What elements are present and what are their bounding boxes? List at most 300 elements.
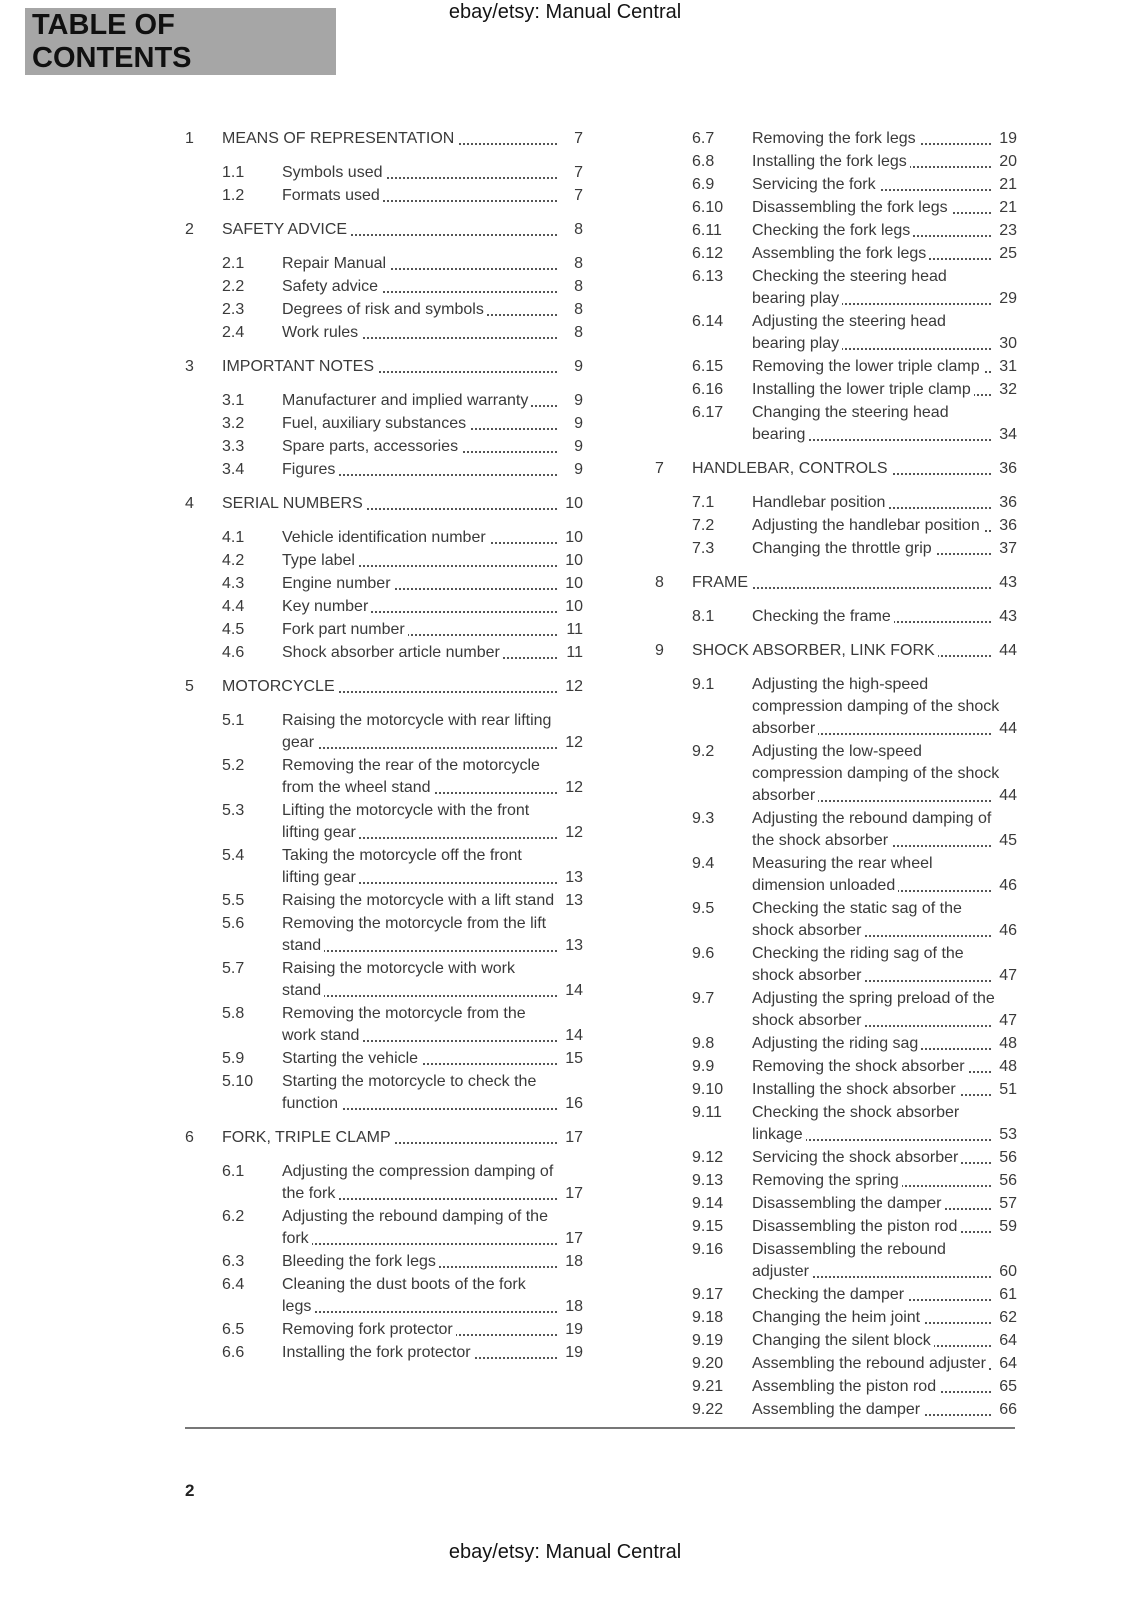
toc-entry-body [752, 808, 1017, 852]
toc-entry-body [752, 492, 1017, 514]
toc-entry-title: Adjusting the compression damping of the fork [282, 1163, 554, 1202]
toc-entry-page: 9 [557, 413, 583, 435]
toc-entry [655, 898, 1017, 942]
toc-entry-number: 9.15 [692, 1218, 724, 1235]
toc-entry-page: 10 [557, 493, 583, 515]
toc-entry-page: 59 [991, 1216, 1017, 1238]
toc-entry-number: 5 [185, 678, 194, 695]
toc-entry-title: Adjusting the handlebar position [752, 517, 983, 534]
toc-entry-page: 20 [991, 151, 1017, 173]
toc-entry-body [752, 1170, 1017, 1192]
toc-entry-page: 12 [557, 822, 583, 844]
toc-entry-body [752, 174, 1017, 196]
toc-entry-page: 18 [557, 1296, 583, 1318]
footer-page-number: 2 [185, 1481, 195, 1500]
toc-entry-number: 6.11 [692, 222, 722, 239]
toc-entry-title: HANDLEBAR, CONTROLS [692, 460, 891, 477]
toc-entry-number: 7.3 [692, 540, 715, 557]
toc-entry-number: 6.7 [692, 130, 715, 147]
toc-entry-title: Vehicle identification number [282, 529, 489, 546]
toc-entry-body [752, 1284, 1017, 1306]
toc-entry-title: Degrees of risk and symbols [282, 301, 487, 318]
toc-entry-number: 6.15 [692, 358, 724, 375]
toc-entry-page: 36 [991, 492, 1017, 514]
dotted-leader [282, 1311, 581, 1313]
toc-entry [185, 1161, 583, 1205]
toc-entry-page: 14 [557, 980, 583, 1002]
toc-entry-number: 5.8 [222, 1005, 245, 1022]
toc-entry-page: 64 [991, 1353, 1017, 1375]
toc-entry-page: 9 [557, 459, 583, 481]
toc-entry-title: IMPORTANT NOTES [222, 358, 377, 375]
toc-entry-title: Removing the lower triple clamp [752, 358, 983, 375]
toc-entry-number: 6.12 [692, 245, 724, 262]
toc-entry-number: 4.4 [222, 598, 245, 615]
toc-entry-number: 9.13 [692, 1172, 724, 1189]
toc-entry-number: 9.2 [692, 743, 715, 760]
toc-entry-body [282, 1048, 583, 1070]
toc-entry-number: 9.16 [692, 1241, 724, 1258]
toc-entry-title: Changing the steering head bearing [752, 404, 949, 443]
toc-entry [185, 800, 583, 844]
toc-entry [655, 356, 1017, 378]
toc-entry-number: 5.1 [222, 712, 245, 729]
toc-entry-number: 9.1 [692, 676, 715, 693]
toc-entry-number: 9.8 [692, 1035, 715, 1052]
toc-entry-body [752, 1399, 1017, 1421]
toc-entry-title: Cleaning the dust boots of the fork legs [282, 1276, 526, 1315]
toc-entry [185, 642, 583, 664]
toc-entry-title: Taking the motorcycle off the front lifting gear [282, 847, 522, 886]
toc-entry-title: Bleeding the fork legs [282, 1253, 439, 1270]
toc-entry-body [282, 162, 583, 184]
toc-entry-number: 6.8 [692, 153, 715, 170]
toc-entry [185, 1319, 583, 1341]
toc-entry-number: 9.4 [692, 855, 715, 872]
toc-entry [185, 1127, 583, 1149]
toc-entry [655, 988, 1017, 1032]
toc-entry-page: 19 [557, 1342, 583, 1364]
toc-entry [655, 151, 1017, 173]
toc-entry-body [222, 493, 583, 515]
toc-entry-body [752, 538, 1017, 560]
toc-entry [655, 266, 1017, 310]
toc-entry-body [282, 459, 583, 481]
toc-entry-title: Servicing the shock absorber [752, 1149, 961, 1166]
toc-entry-body [752, 1216, 1017, 1238]
toc-entry [655, 220, 1017, 242]
toc-entry-body [692, 640, 1017, 662]
toc-entry-number: 1.2 [222, 187, 245, 204]
toc-entry-body [282, 1342, 583, 1364]
toc-entry-title: MOTORCYCLE [222, 678, 338, 695]
toc-entry-number: 1 [185, 130, 194, 147]
toc-entry-title: Adjusting the rebound damping of the shock absorber [752, 810, 992, 849]
toc-entry-body [752, 741, 1017, 807]
toc-entry-body [222, 128, 583, 150]
toc-entry-title: Formats used [282, 187, 383, 204]
toc-entry-title: SAFETY ADVICE [222, 221, 350, 238]
toc-entry-number: 5.2 [222, 757, 245, 774]
toc-entry-body [282, 1251, 583, 1273]
toc-entry-number: 9.7 [692, 990, 715, 1007]
toc-entry [185, 253, 583, 275]
toc-entry-page: 9 [557, 356, 583, 378]
toc-entry-body [282, 1319, 583, 1341]
toc-entry-body [222, 219, 583, 241]
toc-entry [185, 1206, 583, 1250]
toc-entry-body [752, 943, 1017, 987]
toc-entry-body [282, 390, 583, 412]
toc-entry [655, 243, 1017, 265]
toc-entry [655, 1376, 1017, 1398]
toc-entry-title: Checking the fork legs [752, 222, 913, 239]
toc-entry-number: 4.3 [222, 575, 245, 592]
toc-entry [185, 276, 583, 298]
toc-entry [655, 808, 1017, 852]
toc-entry-page: 10 [557, 527, 583, 549]
toc-entry-page: 47 [991, 1010, 1017, 1032]
toc-entry-number: 3.3 [222, 438, 245, 455]
toc-entry [655, 1399, 1017, 1421]
toc-entry-page: 14 [557, 1025, 583, 1047]
toc-entry-title: Removing the spring [752, 1172, 902, 1189]
toc-entry-page: 8 [557, 322, 583, 344]
toc-entry [185, 459, 583, 481]
toc-entry-page: 10 [557, 573, 583, 595]
toc-entry-page: 34 [991, 424, 1017, 446]
toc-entry [655, 943, 1017, 987]
toc-entry-body [752, 1353, 1017, 1375]
toc-entry-body [282, 1206, 583, 1250]
toc-entry-page: 17 [557, 1228, 583, 1250]
toc-entry [655, 674, 1017, 740]
toc-entry-number: 6.14 [692, 313, 724, 330]
toc-entry-title: FORK, TRIPLE CLAMP [222, 1129, 394, 1146]
toc-entry-page: 13 [557, 890, 583, 912]
toc-entry-page: 9 [557, 390, 583, 412]
toc-entry-page: 37 [991, 538, 1017, 560]
top-watermark: ebay/etsy: Manual Central [448, 1, 682, 23]
toc-entry-number: 9.9 [692, 1058, 715, 1075]
toc-entry-title: Checking the steering head bearing play [752, 268, 947, 307]
toc-entry [185, 527, 583, 549]
toc-entry [655, 1193, 1017, 1215]
toc-entry-title: Checking the riding sag of the shock absorber [752, 945, 964, 984]
toc-entry-page: 16 [557, 1093, 583, 1115]
toc-entry-title: Removing the motorcycle from the work stand [282, 1005, 526, 1044]
toc-entry-title: Manufacturer and implied warranty [282, 392, 531, 409]
toc-entry-number: 9.20 [692, 1355, 724, 1372]
toc-entry-title: Raising the motorcycle with a lift stand [282, 892, 557, 909]
toc-entry [185, 755, 583, 799]
toc-entry-body [752, 1102, 1017, 1146]
toc-entry-title: SERIAL NUMBERS [222, 495, 366, 512]
toc-entry [185, 573, 583, 595]
toc-entry-number: 9.12 [692, 1149, 724, 1166]
toc-entry-body [282, 527, 583, 549]
toc-entry [655, 1307, 1017, 1329]
toc-entry-page: 12 [557, 732, 583, 754]
toc-entry-title: Adjusting the rebound damping of the fork [282, 1208, 548, 1247]
toc-entry-title: Checking the shock absorber linkage [752, 1104, 960, 1143]
toc-entry-page: 44 [991, 785, 1017, 807]
toc-entry-number: 9.11 [692, 1104, 722, 1121]
toc-entry-body [692, 458, 1017, 480]
toc-entry-body [752, 243, 1017, 265]
toc-entry [655, 640, 1017, 662]
toc-entry-title: Checking the frame [752, 608, 894, 625]
toc-entry-body [282, 1003, 583, 1047]
toc-entry-title: Adjusting the riding sag [752, 1035, 921, 1052]
toc-entry [185, 390, 583, 412]
toc-entry-title: FRAME [692, 574, 751, 591]
toc-entry-page: 17 [557, 1183, 583, 1205]
toc-entry [655, 1102, 1017, 1146]
toc-entry-number: 4.2 [222, 552, 245, 569]
toc-entry-title: Adjusting the low-speed compression damping of the shock absorber [752, 743, 1000, 804]
toc-entry-number: 6.10 [692, 199, 724, 216]
toc-entry-number: 6.1 [222, 1163, 245, 1180]
toc-entry-title: Shock absorber article number [282, 644, 503, 661]
toc-entry-page: 7 [557, 185, 583, 207]
toc-entry-body [282, 1274, 583, 1318]
toc-entry [655, 379, 1017, 401]
toc-entry-page: 17 [557, 1127, 583, 1149]
toc-entry-body [282, 299, 583, 321]
toc-entry-number: 4.6 [222, 644, 245, 661]
toc-entry [655, 1284, 1017, 1306]
toc-entry-page: 13 [557, 935, 583, 957]
toc-entry-title: Removing the rear of the motorcycle from the wheel stand [282, 757, 540, 796]
toc-entry [655, 853, 1017, 897]
toc-entry-body [752, 515, 1017, 537]
toc-entry [655, 1147, 1017, 1169]
toc-entry-title: Engine number [282, 575, 394, 592]
toc-entry [185, 913, 583, 957]
toc-entry-page: 19 [557, 1319, 583, 1341]
toc-entry [185, 958, 583, 1002]
footer-divider [185, 1427, 1015, 1429]
toc-entry-body [752, 1376, 1017, 1398]
toc-entry-title: Fuel, auxiliary substances [282, 415, 469, 432]
toc-entry-title: MEANS OF REPRESENTATION [222, 130, 457, 147]
toc-entry-number: 6 [185, 1129, 194, 1146]
toc-entry-title: Disassembling the fork legs [752, 199, 951, 216]
toc-entry-title: Adjusting the high-speed compression damping of the shock absorber [752, 676, 1000, 737]
toc-entry-body [752, 151, 1017, 173]
toc-entry-number: 3.2 [222, 415, 245, 432]
toc-entry-body [752, 853, 1017, 897]
toc-entry-body [752, 1193, 1017, 1215]
toc-entry [655, 515, 1017, 537]
toc-entry [185, 299, 583, 321]
toc-entry-number: 5.3 [222, 802, 245, 819]
toc-entry-body [752, 898, 1017, 942]
toc-entry [185, 356, 583, 378]
toc-entry-body [752, 988, 1017, 1032]
toc-entry-number: 2.2 [222, 278, 245, 295]
toc-entry-number: 6.5 [222, 1321, 245, 1338]
toc-entry-title: Figures [282, 461, 338, 478]
toc-entry-body [752, 1307, 1017, 1329]
toc-entry [185, 1251, 583, 1273]
toc-entry-body [752, 1239, 1017, 1283]
toc-entry [185, 619, 583, 641]
toc-entry-page: 43 [991, 606, 1017, 628]
toc-entry-body [282, 185, 583, 207]
dotted-leader [282, 995, 581, 997]
toc-entry-title: Assembling the fork legs [752, 245, 929, 262]
toc-entry-title: Starting the vehicle [282, 1050, 421, 1067]
toc-entry-body [282, 322, 583, 344]
toc-entry-number: 9.3 [692, 810, 715, 827]
toc-entry [655, 1079, 1017, 1101]
toc-entry-page: 15 [557, 1048, 583, 1070]
toc-entry-title: Spare parts, accessories [282, 438, 461, 455]
toc-entry-title: Installing the lower triple clamp [752, 381, 974, 398]
toc-entry-title: Repair Manual [282, 255, 389, 272]
toc-entry-number: 8.1 [692, 608, 715, 625]
toc-entry-page: 36 [991, 458, 1017, 480]
dotted-leader [282, 1243, 581, 1245]
toc-entry-title: Installing the shock absorber [752, 1081, 959, 1098]
toc-entry-number: 5.6 [222, 915, 245, 932]
toc-entry-page: 23 [991, 220, 1017, 242]
toc-entry-page: 12 [557, 777, 583, 799]
toc-entry [655, 1216, 1017, 1238]
toc-entry-page: 8 [557, 253, 583, 275]
toc-entry-title: Starting the motorcycle to check the function [282, 1073, 537, 1112]
toc-entry-page: 11 [557, 619, 583, 641]
toc-entry-body [752, 220, 1017, 242]
toc-entry-page: 12 [557, 676, 583, 698]
toc-entry-page: 62 [991, 1307, 1017, 1329]
toc-entry [185, 1048, 583, 1070]
toc-entry-title: Changing the heim joint [752, 1309, 923, 1326]
toc-entry-body [282, 276, 583, 298]
toc-entry-title: Removing the motorcycle from the lift stand [282, 915, 547, 954]
toc-entry-number: 1.1 [222, 164, 245, 181]
toc-column-1 [185, 128, 583, 1422]
toc-entry-number: 8 [655, 574, 664, 591]
toc-entry [655, 538, 1017, 560]
toc-entry-body [752, 1330, 1017, 1352]
toc-entry-title: Changing the silent block [752, 1332, 934, 1349]
toc-entry-page: 56 [991, 1147, 1017, 1169]
toc-entry [185, 162, 583, 184]
toc-entry-number: 4 [185, 495, 194, 512]
toc-entry-number: 3.4 [222, 461, 245, 478]
toc-entry-number: 5.5 [222, 892, 245, 909]
toc-entry-number: 7 [655, 460, 664, 477]
toc-entry-title: Fork part number [282, 621, 408, 638]
toc-entry-page: 57 [991, 1193, 1017, 1215]
toc-entry-number: 5.9 [222, 1050, 245, 1067]
toc-entry-number: 7.1 [692, 494, 715, 511]
toc-entry-body [752, 1147, 1017, 1169]
toc-entry-number: 9.5 [692, 900, 715, 917]
toc-entry-title: Installing the fork legs [752, 153, 910, 170]
toc-entry [185, 185, 583, 207]
toc-entry-number: 6.9 [692, 176, 715, 193]
toc-entry-title: Key number [282, 598, 371, 615]
toc-entry-title: Adjusting the steering head bearing play [752, 313, 946, 352]
toc-entry [655, 402, 1017, 446]
toc-entry-page: 7 [557, 162, 583, 184]
toc-entry-page: 61 [991, 1284, 1017, 1306]
toc-entry [185, 1003, 583, 1047]
toc-entry-body [282, 800, 583, 844]
toc-entry-page: 11 [557, 642, 583, 664]
toc-entry-body [692, 572, 1017, 594]
toc-entry-body [282, 253, 583, 275]
toc-entry-body [282, 958, 583, 1002]
toc-entry-number: 5.4 [222, 847, 245, 864]
toc-entry-title: Handlebar position [752, 494, 888, 511]
toc-entry [185, 1274, 583, 1318]
toc-entry [185, 128, 583, 150]
toc-entry-title: Changing the throttle grip [752, 540, 935, 557]
toc-entry-number: 6.16 [692, 381, 724, 398]
toc-entry-title: Checking the damper [752, 1286, 907, 1303]
toc-entry-body [282, 755, 583, 799]
toc-entry-body [282, 596, 583, 618]
toc-entry-page: 21 [991, 197, 1017, 219]
toc-entry-number: 9.22 [692, 1401, 724, 1418]
toc-entry-number: 9.18 [692, 1309, 724, 1326]
toc-entry-number: 5.7 [222, 960, 245, 977]
toc-entry-page: 30 [991, 333, 1017, 355]
toc-entry [655, 458, 1017, 480]
toc-entry-page: 44 [991, 718, 1017, 740]
toc-entry-title: Safety advice [282, 278, 381, 295]
toc-entry-body [222, 1127, 583, 1149]
toc-entry-number: 2.1 [222, 255, 245, 272]
toc-entry-page: 60 [991, 1261, 1017, 1283]
toc-entry-title: Removing the fork legs [752, 130, 919, 147]
toc-entry-title: Work rules [282, 324, 361, 341]
toc-entry-title: Servicing the fork [752, 176, 879, 193]
toc-entry-number: 3.1 [222, 392, 245, 409]
toc-entry-body [282, 619, 583, 641]
toc-entry-number: 6.2 [222, 1208, 245, 1225]
toc-entry-page: 19 [991, 128, 1017, 150]
toc-entry [185, 710, 583, 754]
toc-entry-body [752, 674, 1017, 740]
toc-entry-body [282, 573, 583, 595]
toc-entry-title: Installing the fork protector [282, 1344, 474, 1361]
toc-entry-page: 32 [991, 379, 1017, 401]
toc-entry-title: Raising the motorcycle with rear lifting gear [282, 712, 552, 751]
toc-entry-number: 6.4 [222, 1276, 245, 1293]
toc-entry-page: 7 [557, 128, 583, 150]
toc-entry-page: 64 [991, 1330, 1017, 1352]
toc-entry-title: Disassembling the piston rod [752, 1218, 960, 1235]
toc-column-2 [655, 128, 1017, 1422]
toc-entry [185, 596, 583, 618]
toc-entry [185, 436, 583, 458]
toc-entry-page: 45 [991, 830, 1017, 852]
toc-entry-page: 8 [557, 299, 583, 321]
toc-entry-number: 2.4 [222, 324, 245, 341]
toc-entry-body [282, 642, 583, 664]
toc-entry-number: 9.14 [692, 1195, 724, 1212]
toc-entry-number: 4.5 [222, 621, 245, 638]
toc-entry-page: 13 [557, 867, 583, 889]
toc-entry-page: 48 [991, 1033, 1017, 1055]
toc-entry [655, 1170, 1017, 1192]
